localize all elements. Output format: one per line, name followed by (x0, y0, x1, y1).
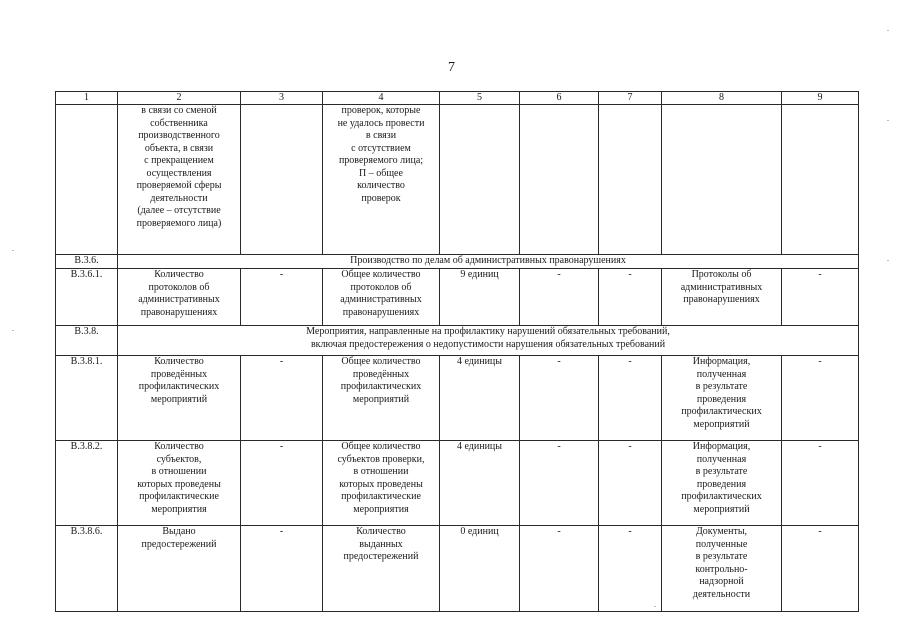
indicator-code: В.3.8.6. (56, 526, 118, 612)
scan-artifact (887, 30, 889, 31)
indicator-cell: - (599, 526, 662, 612)
indicator-source: Информация, полученная в результате проведения профилактических мероприятий (662, 356, 782, 441)
indicator-cell: - (782, 526, 859, 612)
indicator-formula: Общее количество проведённых профилактических мероприятий (323, 356, 440, 441)
table-row (56, 269, 859, 326)
indicator-name: Количество протоколов об административных правонарушениях (118, 269, 241, 326)
indicator-cell: - (520, 356, 599, 441)
indicator-cell (520, 105, 599, 255)
indicator-value (440, 105, 520, 255)
indicator-cell: - (520, 441, 599, 526)
column-number: 8 (662, 92, 782, 105)
scan-artifact (654, 606, 656, 607)
column-number: 2 (118, 92, 241, 105)
indicator-code (56, 105, 118, 255)
indicator-name: Количество субъектов, в отношении которых проведены профилактические мероприятия (118, 441, 241, 526)
column-number: 5 (440, 92, 520, 105)
indicator-cell: - (241, 441, 323, 526)
indicators-table (55, 91, 859, 612)
section-code: В.3.6. (56, 255, 118, 269)
table-row (56, 356, 859, 441)
section-row (56, 255, 859, 269)
section-title: Производство по делам об административных правонарушениях (118, 255, 859, 269)
indicator-cell: - (599, 441, 662, 526)
scan-artifact (887, 120, 889, 121)
column-number: 9 (782, 92, 859, 105)
indicator-cell (599, 105, 662, 255)
indicator-cell: - (241, 356, 323, 441)
indicator-formula: Количество выданных предостережений (323, 526, 440, 612)
section-title: Мероприятия, направленные на профилактику нарушений обязательных требований, включая предостережения о недопустимости нарушения обязательных требований (118, 326, 859, 356)
indicator-cell: - (599, 356, 662, 441)
indicator-code: В.3.8.2. (56, 441, 118, 526)
column-number: 7 (599, 92, 662, 105)
indicator-formula: Общее количество субъектов проверки, в отношении которых проведены профилактические мероприятия (323, 441, 440, 526)
indicator-cell: - (599, 269, 662, 326)
indicator-source: Информация, полученная в результате проведения профилактических мероприятий (662, 441, 782, 526)
indicator-value: 4 единицы (440, 356, 520, 441)
indicator-name: в связи со сменой собственника производственного объекта, в связи с прекращением осуществления проверяемой сферы деятельности (далее – отсутствие проверяемого лица) (118, 105, 241, 255)
indicator-formula: проверок, которые не удалось провести в связи с отсутствием проверяемого лица; П – общее количество проверок (323, 105, 440, 255)
scan-artifact (12, 250, 14, 251)
indicator-name: Количество проведённых профилактических мероприятий (118, 356, 241, 441)
indicator-source (662, 105, 782, 255)
scan-artifact (887, 260, 889, 261)
indicator-name: Выдано предостережений (118, 526, 241, 612)
indicator-cell: - (782, 356, 859, 441)
indicator-cell (241, 105, 323, 255)
page-number: 7 (448, 60, 455, 75)
table-row (56, 526, 859, 612)
section-code: В.3.8. (56, 326, 118, 356)
indicator-cell: - (241, 526, 323, 612)
indicator-code: В.3.6.1. (56, 269, 118, 326)
table-row (56, 441, 859, 526)
indicator-cell: - (782, 441, 859, 526)
table-row (56, 105, 859, 255)
column-number: 1 (56, 92, 118, 105)
section-row (56, 326, 859, 356)
indicator-cell (782, 105, 859, 255)
indicator-code: В.3.8.1. (56, 356, 118, 441)
indicator-value: 4 единицы (440, 441, 520, 526)
indicator-source: Документы, полученные в результате контрольно- надзорной деятельности (662, 526, 782, 612)
indicator-source: Протоколы об административных правонарушениях (662, 269, 782, 326)
indicator-value: 0 единиц (440, 526, 520, 612)
column-number: 3 (241, 92, 323, 105)
indicator-formula: Общее количество протоколов об административных правонарушениях (323, 269, 440, 326)
indicator-value: 9 единиц (440, 269, 520, 326)
column-number: 6 (520, 92, 599, 105)
column-number-row (56, 92, 859, 105)
indicator-cell: - (782, 269, 859, 326)
scan-artifact (12, 330, 14, 331)
indicator-cell: - (241, 269, 323, 326)
indicator-cell: - (520, 269, 599, 326)
indicator-cell: - (520, 526, 599, 612)
column-number: 4 (323, 92, 440, 105)
